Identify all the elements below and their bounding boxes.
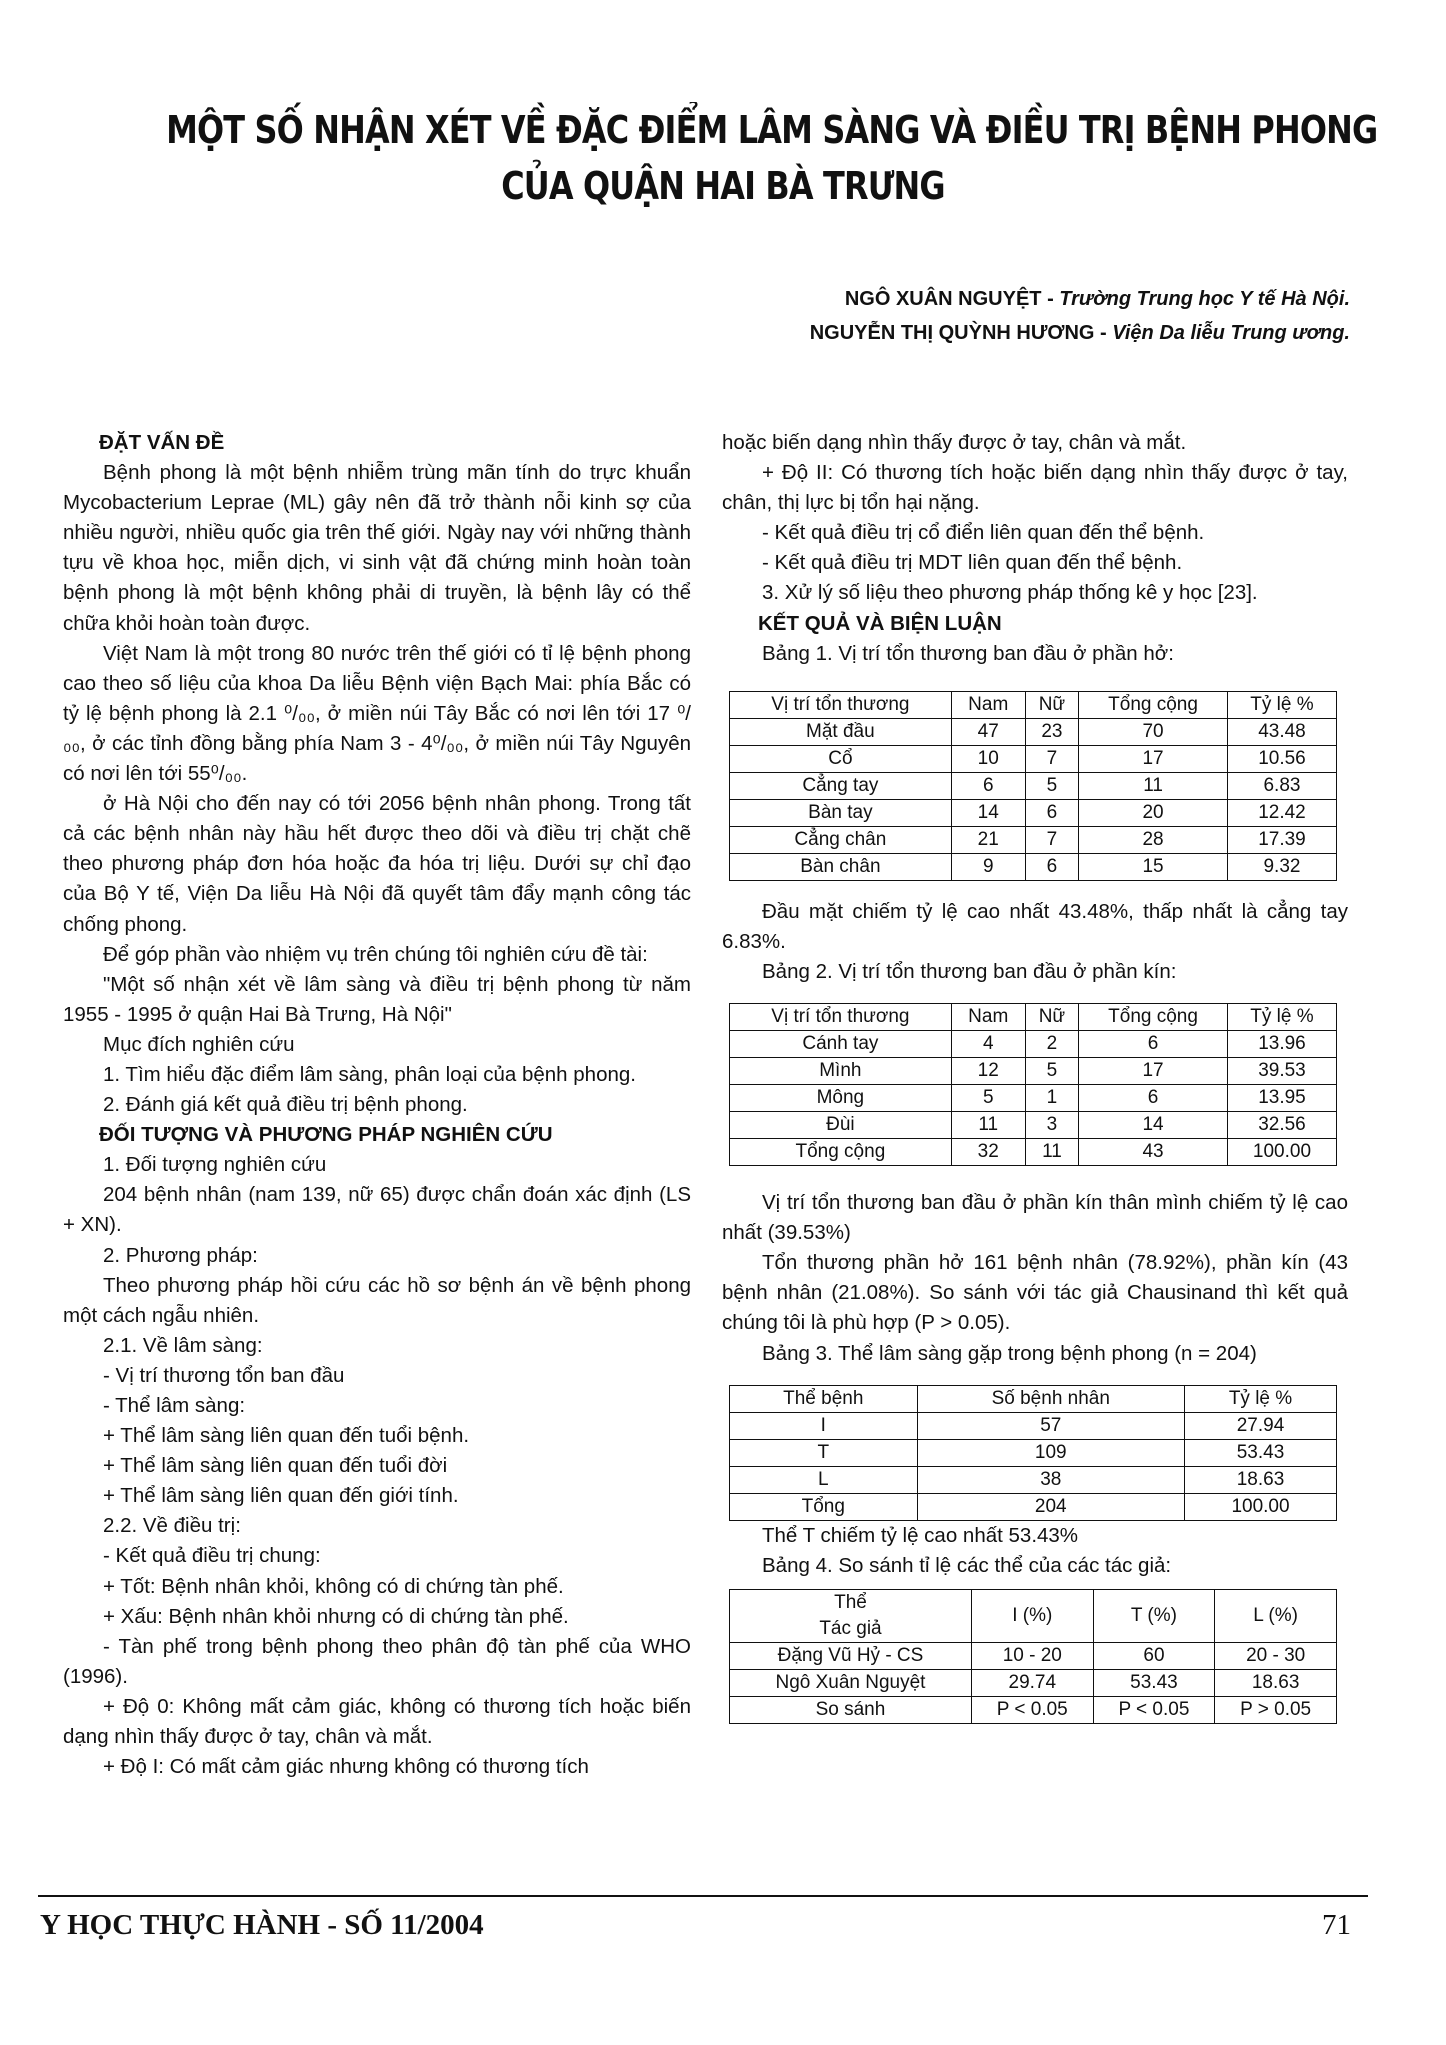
title-line-1: MỘT SỐ NHẬN XÉT VỀ ĐẶC ĐIỂM LÂM SÀNG VÀ ĐIỀU TRỊ BỆNH PHONG [166, 108, 1378, 152]
table-cell: 17.39 [1227, 826, 1336, 853]
table-cell: 14 [1079, 1112, 1228, 1139]
table-cell: 204 [917, 1493, 1184, 1520]
table-cell: So sánh [730, 1696, 972, 1723]
header-cell-the-tacgia [730, 1589, 972, 1642]
table-cell: 10.56 [1227, 745, 1336, 772]
table-cell: 100.00 [1185, 1493, 1337, 1520]
paragraph: Bệnh phong là một bệnh nhiễm trùng mãn tính do trực khuẩn Mycobacterium Leprae (ML) gây nên đã trở thành nỗi kinh sợ của nhiều người, nhiều quốc gia trên thế giới. Ngày nay với những thành tựu về khoa học, miễn dịch, vi sinh vật đã chứng minh hoàn toàn bệnh phong là một bệnh không phải di truyền, là bệnh lây có thể chữa khỏi hoàn toàn được. [63, 461, 691, 635]
table-cell: T [730, 1439, 918, 1466]
table-caption: Bảng 3. Thể lâm sàng gặp trong bệnh phong (n = 204) [762, 1341, 1257, 1365]
table-row [730, 1058, 1337, 1085]
table-cell: 10 - 20 [971, 1642, 1093, 1669]
table-cell: Cẳng tay [730, 772, 952, 799]
table-header-row [730, 691, 1337, 718]
table-row [730, 1493, 1337, 1520]
paragraph: - Kết quả điều trị chung: [103, 1544, 321, 1568]
paragraph: + Thể lâm sàng liên quan đến tuổi đời [103, 1454, 448, 1478]
table-cell: L [730, 1466, 918, 1493]
table-cell: 3 [1025, 1112, 1078, 1139]
table-cell: Cẳng chân [730, 826, 952, 853]
paragraph: hoặc biến dạng nhìn thấy được ở tay, chân và mắt. [722, 431, 1187, 454]
header-cell: I (%) [971, 1589, 1093, 1642]
author-name: NGÔ XUÂN NGUYỆT [844, 288, 1042, 310]
table-cell: 6 [1025, 799, 1078, 826]
paragraph: Thể T chiếm tỷ lệ cao nhất 53.43% [762, 1523, 1079, 1547]
table-row [730, 1139, 1337, 1166]
table-cell: Tổng cộng [730, 1139, 952, 1166]
table-cell: Đùi [730, 1112, 952, 1139]
table-cell: 32.56 [1227, 1112, 1336, 1139]
table-cell: 7 [1025, 826, 1078, 853]
table-cell: 11 [951, 1112, 1025, 1139]
paragraph: + Độ 0: Không mất cảm giác, không có thương tích hoặc biến dạng nhìn thấy được ở tay, chân và mắt. [63, 1694, 691, 1749]
table-cell: 17 [1079, 745, 1228, 772]
paragraph: + Độ II: Có thương tích hoặc biến dạng nhìn thấy được ở tay, chân, thị lực bị tổn hại nặng. [722, 461, 1348, 515]
table-row [730, 1412, 1337, 1439]
table-caption: Bảng 1. Vị trí tổn thương ban đầu ở phần hở: [762, 641, 1174, 665]
table-cell: 43 [1079, 1139, 1228, 1166]
header-cell: Tổng cộng [1079, 691, 1228, 718]
paragraph: - Vị trí thương tổn ban đầu [103, 1363, 345, 1387]
header-cell: Tổng cộng [1079, 1004, 1228, 1031]
header-cell: T (%) [1093, 1589, 1215, 1642]
table-cell: 6.83 [1227, 772, 1336, 799]
paragraph: 1. Đối tượng nghiên cứu [103, 1153, 327, 1177]
paragraph: - Kết quả điều trị cổ điển liên quan đến thể bệnh. [762, 521, 1205, 545]
table-row [730, 1085, 1337, 1112]
author-2 [810, 316, 1350, 350]
table-cell: Mình [730, 1058, 952, 1085]
table-caption: Bảng 4. So sánh tỉ lệ các thể của các tác giả: [762, 1553, 1172, 1577]
paragraph: + Thể lâm sàng liên quan đến tuổi bệnh. [103, 1424, 470, 1448]
right-column [722, 428, 1348, 1724]
table-row [730, 718, 1337, 745]
table-row [730, 799, 1337, 826]
paragraph: Để góp phần vào nhiệm vụ trên chúng tôi nghiên cứu đề tài: [103, 942, 648, 966]
table-cell: Mông [730, 1085, 952, 1112]
table-header-row [730, 1004, 1337, 1031]
table-cell: 109 [917, 1439, 1184, 1466]
table-cell: 14 [951, 799, 1025, 826]
table-cell: P < 0.05 [971, 1696, 1093, 1723]
table-header-row [730, 1385, 1337, 1412]
table-cell: 2 [1025, 1031, 1078, 1058]
footer-rule [38, 1895, 1368, 1897]
table-row [730, 745, 1337, 772]
paragraph: 2. Phương pháp: [103, 1243, 258, 1267]
table-cell: 57 [917, 1412, 1184, 1439]
paragraph: + Thể lâm sàng liên quan đến giới tính. [103, 1484, 459, 1508]
header-cell: Số bệnh nhân [917, 1385, 1184, 1412]
table-cell: 53.43 [1093, 1669, 1215, 1696]
table-cell: Cổ [730, 745, 952, 772]
table-3 [729, 1385, 1337, 1521]
table-cell: 20 - 30 [1215, 1642, 1337, 1669]
table-2 [729, 1003, 1337, 1166]
title-line-2: CỦA QUẬN HAI BÀ TRƯNG [501, 164, 945, 208]
paragraph: + Xấu: Bệnh nhân khỏi nhưng có di chứng tàn phế. [103, 1604, 569, 1628]
table-cell: I [730, 1412, 918, 1439]
table-cell: 12 [951, 1058, 1025, 1085]
table-cell: Ngô Xuân Nguyệt [730, 1669, 972, 1696]
table-cell: 23 [1025, 718, 1078, 745]
header-cell: Nữ [1025, 1004, 1078, 1031]
table-row [730, 1439, 1337, 1466]
table-cell: 70 [1079, 718, 1228, 745]
author-affiliation: Trường Trung học Y tế Hà Nội. [1059, 288, 1350, 310]
table-cell: 6 [951, 772, 1025, 799]
table-cell: 5 [1025, 772, 1078, 799]
table-row [730, 1112, 1337, 1139]
table-cell: 28 [1079, 826, 1228, 853]
header-cell: Nữ [1025, 691, 1078, 718]
paragraph: Vị trí tổn thương ban đầu ở phần kín thân mình chiếm tỷ lệ cao nhất (39.53%) [722, 1191, 1348, 1245]
author-separator: - [1041, 288, 1060, 310]
table-cell: Bàn chân [730, 853, 952, 880]
table-cell: 53.43 [1185, 1439, 1337, 1466]
table-cell: 1 [1025, 1085, 1078, 1112]
table-cell: 15 [1079, 853, 1228, 880]
table-cell: P > 0.05 [1215, 1696, 1337, 1723]
table-row [730, 1466, 1337, 1493]
paragraph: 1. Tìm hiểu đặc điểm lâm sàng, phân loại của bệnh phong. [103, 1062, 636, 1086]
author-affiliation: Viện Da liễu Trung ương. [1112, 322, 1350, 344]
table-cell: 29.74 [971, 1669, 1093, 1696]
paragraph: Theo phương pháp hồi cứu các hồ sơ bệnh án về bệnh phong một cách ngẫu nhiên. [63, 1273, 691, 1327]
table-cell: 27.94 [1185, 1412, 1337, 1439]
table-cell: 100.00 [1227, 1139, 1336, 1166]
table-cell: Mặt đầu [730, 718, 952, 745]
table-row [730, 772, 1337, 799]
table-cell: 10 [951, 745, 1025, 772]
header-the: Thể [834, 1591, 867, 1613]
table-cell: 32 [951, 1139, 1025, 1166]
table-row [730, 853, 1337, 880]
left-column [63, 428, 691, 1782]
table-cell: 43.48 [1227, 718, 1336, 745]
table-caption: Bảng 2. Vị trí tổn thương ban đầu ở phần kín: [762, 959, 1177, 983]
table-cell: 13.96 [1227, 1031, 1336, 1058]
table-cell: 4 [951, 1031, 1025, 1058]
paragraph: Việt Nam là một trong 80 nước trên thế giới có tỉ lệ bệnh phong cao theo số liệu của khoa Da liễu Bệnh viện Bạch Mai: phía Bắc có tỷ lệ bệnh phong là 2.1 ⁰/₀₀, ở miền núi Tây Bắc có nơi lên tới 17 ⁰/₀₀, ở các tỉnh đồng bằng phía Nam 3 - 4⁰/₀₀, ở miền núi Tây Nguyên có nơi lên tới 55⁰/₀₀. [63, 641, 691, 786]
table-row [730, 826, 1337, 853]
table-cell: 5 [951, 1085, 1025, 1112]
table-cell: 9 [951, 853, 1025, 880]
table-cell: 39.53 [1227, 1058, 1336, 1085]
table-cell: 6 [1079, 1085, 1228, 1112]
table-4 [729, 1589, 1337, 1724]
table-cell: 6 [1025, 853, 1078, 880]
paragraph: - Thể lâm sàng: [103, 1394, 246, 1417]
table-cell: 17 [1079, 1058, 1228, 1085]
header-cell: L (%) [1215, 1589, 1337, 1642]
table-cell: Bàn tay [730, 799, 952, 826]
table-cell: 13.95 [1227, 1085, 1336, 1112]
journal-name: Y HỌC THỰC HÀNH - SỐ 11/2004 [40, 1909, 484, 1941]
table-cell: Cánh tay [730, 1031, 952, 1058]
table-row [730, 1642, 1337, 1669]
section-heading: ĐỐI TƯỢNG VÀ PHƯƠNG PHÁP NGHIÊN CỨU [99, 1123, 553, 1147]
header-cell: Thể bệnh [730, 1385, 918, 1412]
table-cell: 6 [1079, 1031, 1228, 1058]
paragraph: + Tốt: Bệnh nhân khỏi, không có di chứng tàn phế. [103, 1574, 564, 1598]
table-cell: 5 [1025, 1058, 1078, 1085]
paragraph: ở Hà Nội cho đến nay có tới 2056 bệnh nhân phong. Trong tất cả các bệnh nhân này hầu hết được theo dõi và điều trị chặt chẽ theo phương pháp đơn hóa hoặc đa hóa trị liệu. Dưới sự chỉ đạo của Bộ Y tế, Viện Da liễu Hà Nội đã quyết tâm đẩy mạnh công tác chống phong. [63, 792, 691, 936]
header-cell: Nam [951, 1004, 1025, 1031]
paragraph: 2.2. Về điều trị: [103, 1514, 241, 1538]
paragraph: Đầu mặt chiếm tỷ lệ cao nhất 43.48%, thấp nhất là cẳng tay 6.83%. [722, 899, 1348, 953]
paragraph: - Kết quả điều trị MDT liên quan đến thể bệnh. [762, 551, 1183, 575]
table-cell: 11 [1079, 772, 1228, 799]
table-row [730, 1696, 1337, 1723]
table-cell: 21 [951, 826, 1025, 853]
table-1 [729, 691, 1337, 881]
author-list [810, 282, 1350, 350]
paragraph: - Tàn phế trong bệnh phong theo phân độ tàn phế của WHO (1996). [63, 1634, 691, 1688]
table-cell: 7 [1025, 745, 1078, 772]
table-cell: Tổng [730, 1493, 918, 1520]
table-cell: 18.63 [1185, 1466, 1337, 1493]
paragraph: 2.1. Về lâm sàng: [103, 1333, 263, 1357]
table-cell: 11 [1025, 1139, 1078, 1166]
article-title [166, 102, 1378, 214]
header-cell: Tỷ lệ % [1227, 1004, 1336, 1031]
paragraph: Tổn thương phần hở 161 bệnh nhân (78.92%), phần kín (43 bệnh nhân (21.08%). So sánh với tác giả Chausinand thì kết quả chúng tôi là phù hợp (P > 0.05). [722, 1251, 1348, 1335]
paragraph: 204 bệnh nhân (nam 139, nữ 65) được chẩn đoán xác định (LS + XN). [63, 1183, 691, 1237]
author-1 [810, 282, 1350, 316]
paragraph: 3. Xử lý số liệu theo phương pháp thống kê y học [23]. [762, 581, 1258, 605]
table-cell: 12.42 [1227, 799, 1336, 826]
section-heading: ĐẶT VẤN ĐỀ [99, 431, 225, 454]
table-cell: P < 0.05 [1093, 1696, 1215, 1723]
header-cell: Tỷ lệ % [1185, 1385, 1337, 1412]
table-cell: 47 [951, 718, 1025, 745]
paragraph: Mục đích nghiên cứu [103, 1032, 295, 1056]
header-cell: Vị trí tổn thương [730, 691, 952, 718]
section-heading: KẾT QUẢ VÀ BIỆN LUẬN [758, 611, 1002, 635]
page-number: 71 [1322, 1909, 1351, 1941]
table-row [730, 1031, 1337, 1058]
table-cell: 18.63 [1215, 1669, 1337, 1696]
header-tacgia: Tác giả [819, 1617, 882, 1639]
author-name: NGUYỄN THỊ QUỲNH HƯƠNG [809, 322, 1095, 344]
table-cell: 60 [1093, 1642, 1215, 1669]
table-cell: 9.32 [1227, 853, 1336, 880]
table-cell: 38 [917, 1466, 1184, 1493]
paragraph: + Độ I: Có mất cảm giác nhưng không có thương tích [103, 1755, 589, 1779]
header-cell: Tỷ lệ % [1227, 691, 1336, 718]
author-separator: - [1094, 322, 1113, 344]
table-cell: Đặng Vũ Hỷ - CS [730, 1642, 972, 1669]
header-cell: Vị trí tổn thương [730, 1004, 952, 1031]
paragraph: 2. Đánh giá kết quả điều trị bệnh phong. [103, 1093, 468, 1117]
table-header-row [730, 1589, 1337, 1642]
header-cell: Nam [951, 691, 1025, 718]
paragraph: "Một số nhận xét về lâm sàng và điều trị bệnh phong từ năm 1955 - 1995 ở quận Hai Bà Trưng, Hà Nội" [63, 972, 691, 1026]
table-cell: 20 [1079, 799, 1228, 826]
table-row [730, 1669, 1337, 1696]
